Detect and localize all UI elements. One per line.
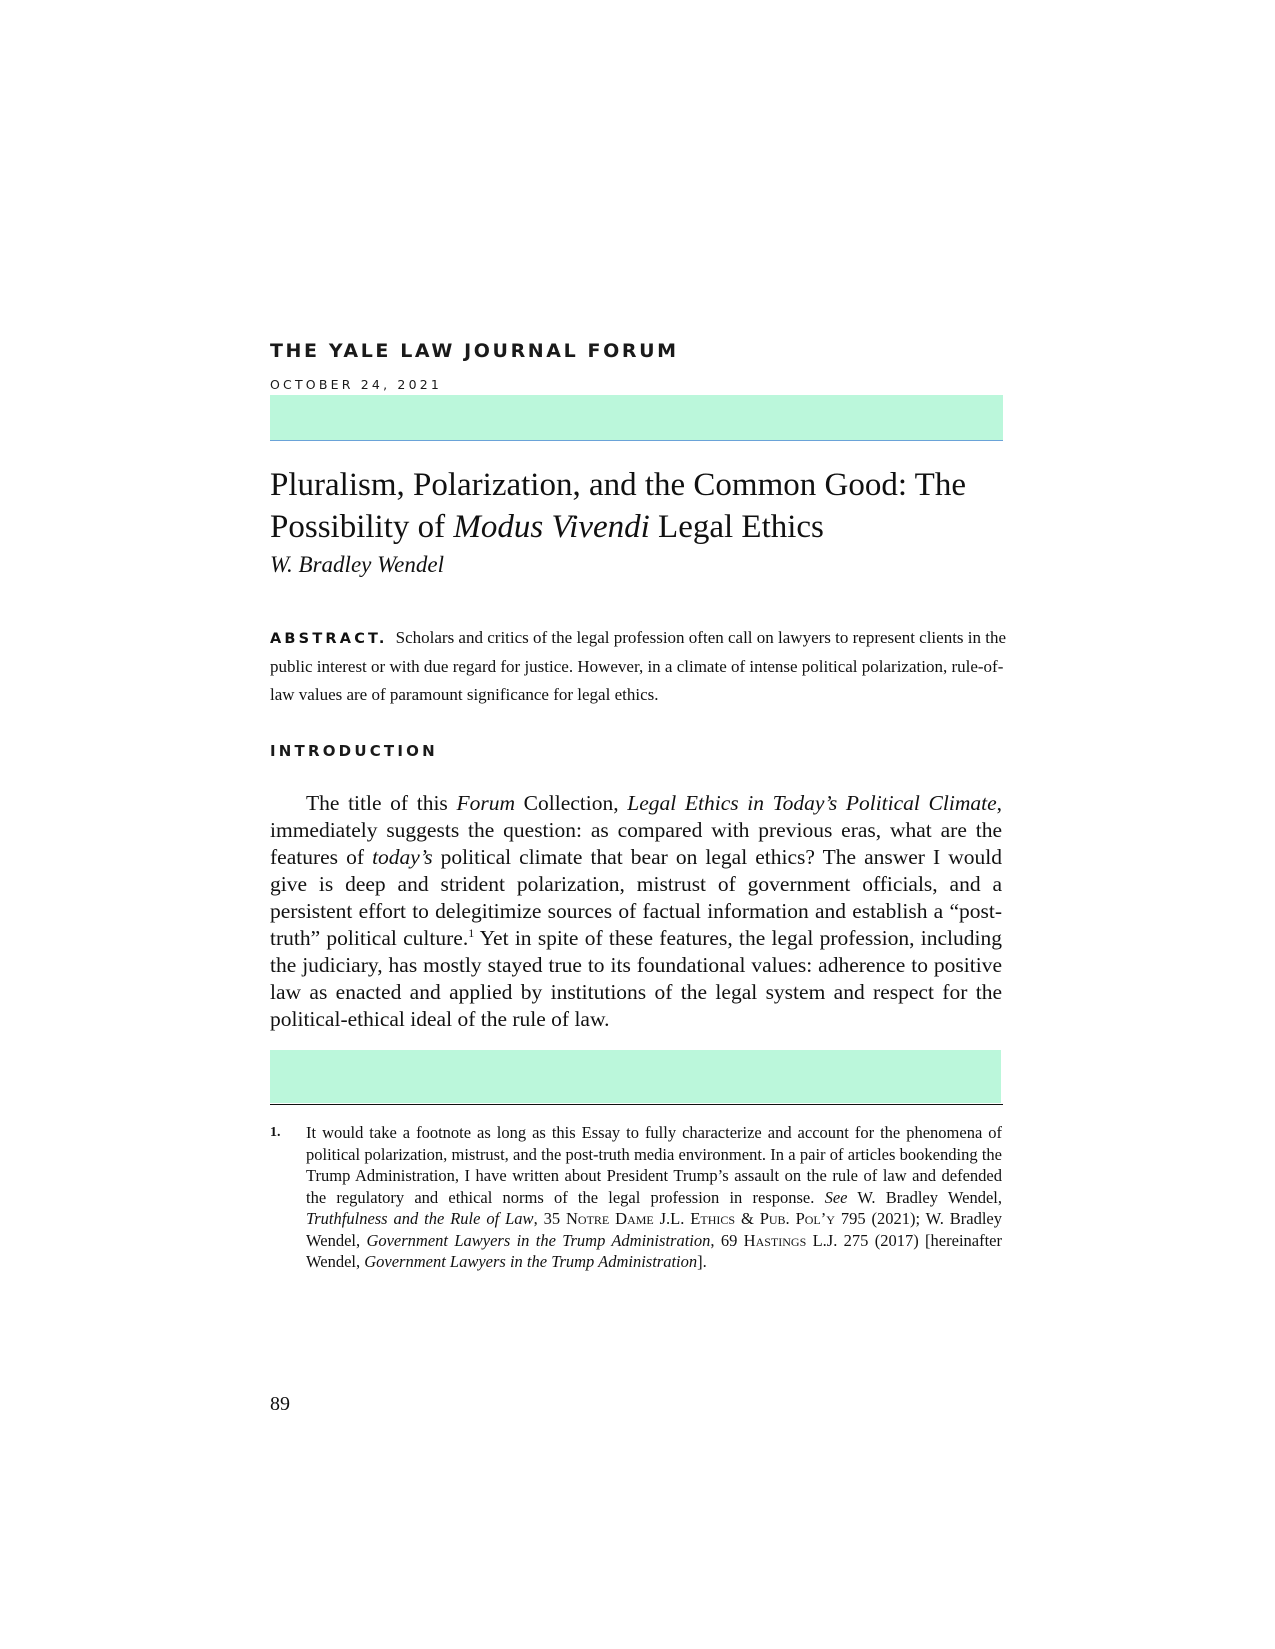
abstract [270,624,1010,709]
title-line-1: Pluralism, Polarization, and the Common Good: The [270,467,966,503]
highlight-band-top [270,395,1003,441]
fn-text-7: J.L. [653,1209,691,1228]
fn-text-11: 795 (2021); W. Bradley Wendel, [306,1209,1002,1250]
fn-journal-notre-dame: Notre Dame [566,1209,654,1228]
journal-name: THE YALE LAW JOURNAL FORUM [270,340,679,362]
section-heading-introduction: INTRODUCTION [270,742,438,760]
article-title [270,464,1030,548]
introduction-paragraph [270,790,1002,1033]
footnote-reference[interactable]: 1 [468,925,475,940]
fn-text-1: It would take a footnote as long as this Essay to fully characterize and account for the phenomena of political polarization, mistrust, and the post-truth media environment. In a pair of articles bookending the Trump Administration, I have written about President Trump’s assault on the rule of law and defended the regulatory and ethical norms of the legal profession in response. [306,1123,1002,1207]
fn-journal-pub-poly: Pub. Pol’y [759,1209,835,1228]
footnote-separator [270,1104,1003,1105]
intro-italic-todays: today’s [372,845,433,869]
intro-text-1: The title of this [306,791,457,815]
intro-text-2: Collection, [515,791,628,815]
fn-text-13: , 69 [710,1230,744,1250]
page-number: 89 [270,1393,290,1415]
intro-text-4: political climate that bear on legal ethics? The answer I would give is deep and strident polarization, mistrust of government officials, and a persistent effort to delegitimize sources of factual information and establish a “post-truth” political culture. [270,845,1002,950]
abstract-label: ABSTRACT. [270,631,388,647]
fn-italic-see: See [824,1187,848,1207]
highlight-band-bottom [270,1050,1001,1103]
fn-italic-citation-1: Truthfulness and the Rule of Law [306,1209,534,1228]
fn-journal-ethics: Ethics [690,1209,736,1228]
intro-text-3: , immediately suggests the question: as compared with previous eras, what are the features of [270,791,1003,869]
fn-italic-short-form: Government Lawyers in the Trump Administration [364,1252,698,1271]
fn-text-9: & [735,1209,760,1228]
intro-italic-collection-title: Legal Ethics in Today’s Political Climate [627,791,997,815]
fn-text-3: W. Bradley Wendel, [847,1187,1002,1207]
fn-text-17: ]. [697,1252,707,1271]
article-author: W. Bradley Wendel [270,552,444,577]
title-italic-phrase: Modus Vivendi [453,509,650,545]
fn-text-5: , 35 [533,1209,566,1228]
fn-journal-hastings: Hastings [743,1230,807,1250]
title-line-2-start: Possibility of [270,509,454,545]
fn-italic-citation-2: Government Lawyers in the Trump Administration [366,1230,711,1250]
title-line-2-end: Legal Ethics [649,509,824,545]
intro-italic-forum: Forum [456,791,515,815]
footnote-text [306,1122,1002,1273]
intro-text-5: Yet in spite of these features, the legal profession, including the judiciary, has mostly stayed true to its foundational values: adherence to positive law as enacted and applied by institutions of the legal system and respect for the political-ethical ideal of the rule of law. [270,926,1002,1031]
fn-text-15: L.J. 275 (2017) [hereinafter Wendel, [306,1230,1002,1271]
abstract-text: Scholars and critics of the legal profession often call on lawyers to represent clients in the public interest or with due regard for justice. However, in a climate of intense political polarization, rule-of-law values are of paramount significance for legal ethics. [270,628,1007,704]
footnote-number: 1. [270,1125,281,1140]
footnote-1 [270,1122,1002,1273]
publication-date: OCTOBER 24, 2021 [270,377,443,392]
